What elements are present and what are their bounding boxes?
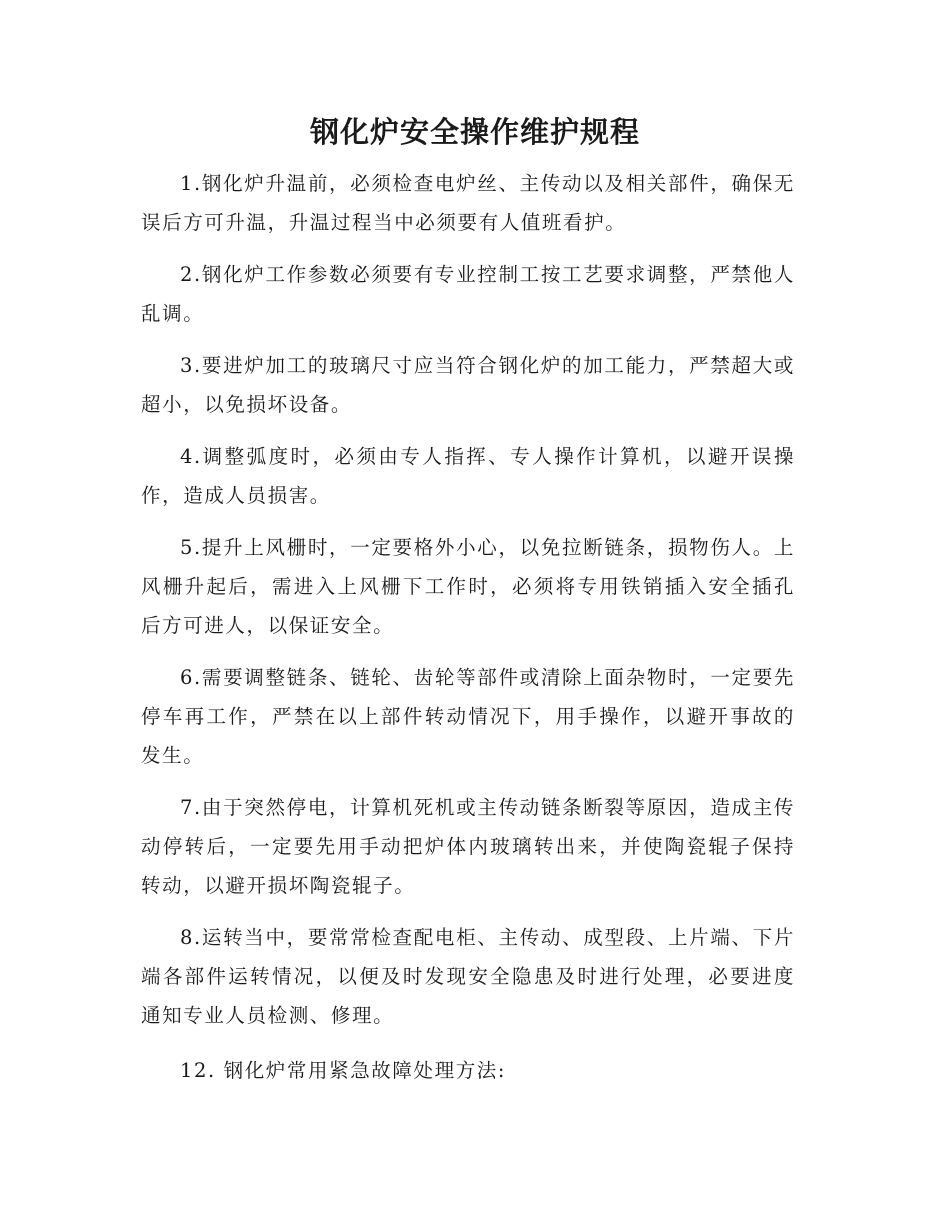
paragraph-7: 7.由于突然停电，计算机死机或主传动链条断裂等原因，造成主传动停转后，一定要先用手动把炉体内玻璃转出来，并使陶瓷辊子保持转动，以避开损坏陶瓷辊子。 [141,796,795,897]
paragraph-5: 5.提升上风栅时，一定要格外小心，以免拉断链条，损物伤人。上风栅升起后，需进入上风栅下工作时，必须将专用铁销插入安全插孔后方可进人，以保证安全。 [141,536,795,637]
paragraph-12-heading: 12. 钢化炉常用紧急故障处理方法: [180,1059,507,1082]
paragraph-2: 2.钢化炉工作参数必须要有专业控制工按工艺要求调整，严禁他人乱调。 [141,263,795,325]
document-body [141,164,795,1103]
page-title: 钢化炉安全操作维护规程 [309,115,640,149]
paragraph-8: 8.运转当中，要常常检查配电柜、主传动、成型段、上片端、下片端各部件运转情况，以便及时发现安全隐患及时进行处理，必要进度通知专业人员检测、修理。 [141,926,795,1027]
paragraph-1: 1.钢化炉升温前，必须检查电炉丝、主传动以及相关部件，确保无误后方可升温，升温过程当中必须要有人值班看护。 [141,172,795,234]
paragraph-6: 6.需要调整链条、链轮、齿轮等部件或清除上面杂物时，一定要先停车再工作，严禁在以上部件转动情况下，用手操作，以避开事故的发生。 [141,666,795,767]
paragraph-4: 4.调整弧度时，必须由专人指挥、专人操作计算机，以避开误操作，造成人员损害。 [141,445,795,507]
paragraph-3: 3.要进炉加工的玻璃尺寸应当符合钢化炉的加工能力，严禁超大或超小，以免损坏设备。 [141,354,795,416]
